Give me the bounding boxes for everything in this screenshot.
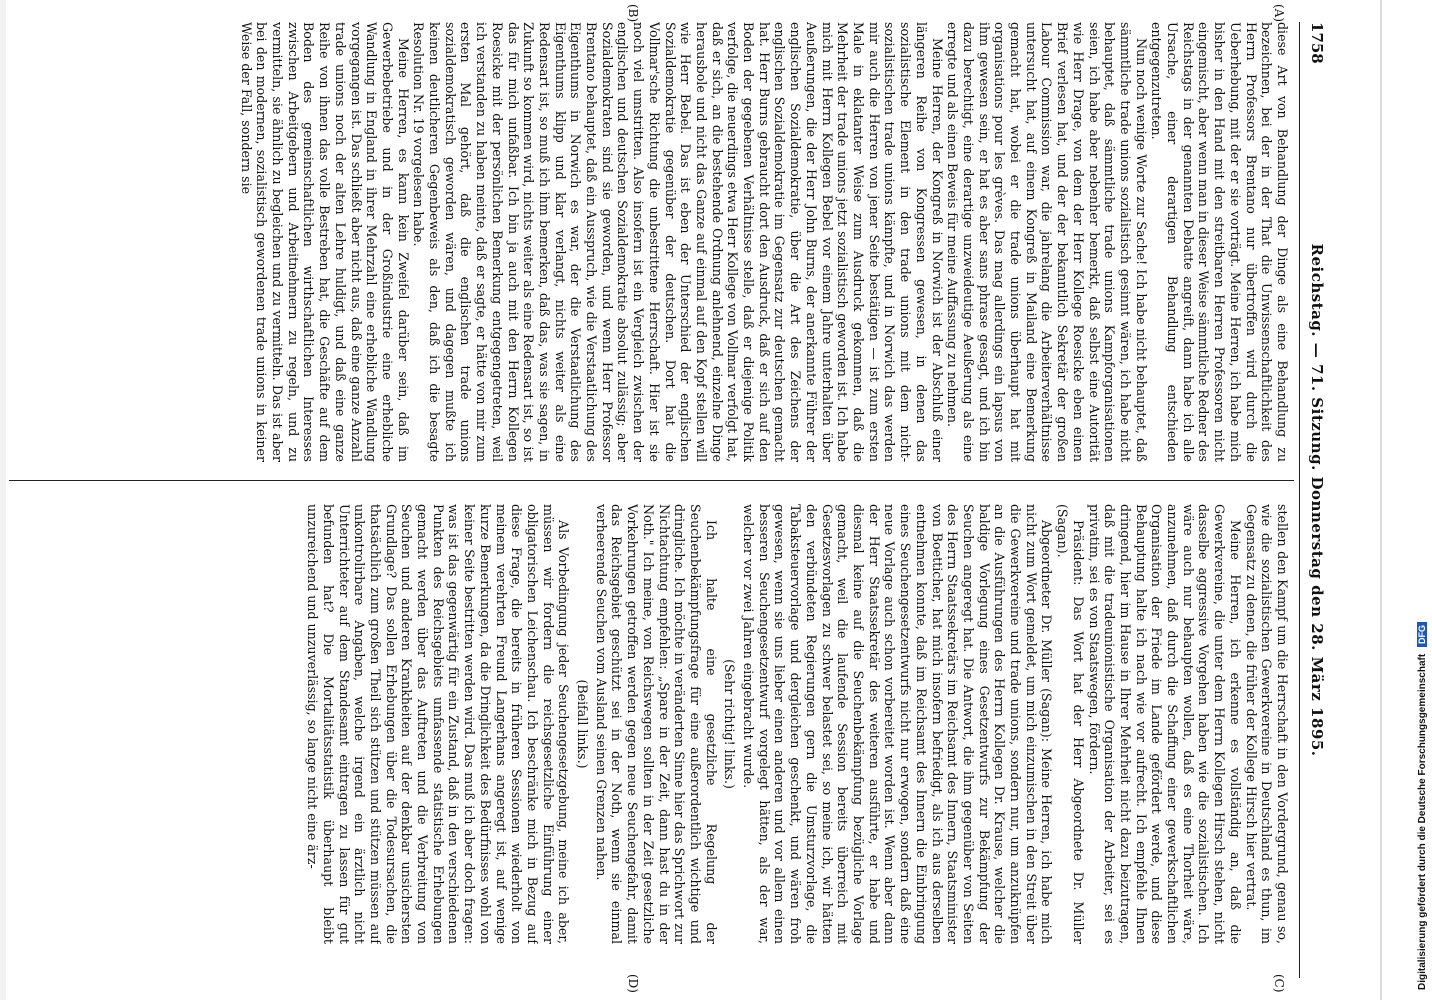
margin-marker-a: (A)	[1272, 4, 1286, 23]
header-rule	[1299, 22, 1300, 978]
margin-marker-d: (D)	[626, 974, 640, 993]
digitization-text-wrap	[1417, 622, 1428, 990]
paragraph: stellen den Kampf um die Herrschaft in den Vordergrund, genau so, wie die sozialistischen Gewerkvereine in Deutschland es thun, im Gegensatz zu denen, die früher der Kollege Hirsch hier vertrat.	[1243, 504, 1290, 944]
running-title: Reichstag. — 71. Sitzung. Donnerstag den 28. März 1895.	[1308, 243, 1326, 757]
digitization-text: Digitalisierung gefördert durch die Deutsche Forschungsgemeinschaft	[1417, 653, 1428, 990]
dfg-logo: DFG	[1417, 622, 1427, 647]
page-number: 1758	[1308, 22, 1326, 64]
interjection: (Sehr richtig! links.)	[722, 659, 738, 789]
paragraph: Als Vorbedingung jeder Seuchengesetzgebung, meine ich aber, müssen wir fordern die reichsgesetzliche Einführung einer obligatorischen Leichenschau. Ich beschränke mich in Bezug auf diese Frage, die bereits in früheren Sessionen wiederholt von meinem verehrten Freund Langerhans angeregt ist, auf wenige kurze Bemerkungen, da die Dringlichkeit des Bedürfnisses wohl von keiner Seite bestritten werden wird. Das muß ich aber doch fragen: was ist das gegenwärtig für ein Zustand, daß in den verschiedenen Punkten des Reichsgebiets umfassende statistische Erhebungen gemacht werden über das Auftreten und die Verbreitung von Seuchen und anderen Krankheiten auf der denkbar unsichersten Grundlage? Das sollen Erhebungen über die Todesursachen, die thatsächlich zum großen Theil sich stützen und stützen müssen auf unkontrolirbare Angaben, welche irgend ein ärztlich nicht Unterrichteter auf dem Standesamt eintragen zu lassen für gut befunden hat? Die Mortalitätsstatistik überhaupt bleibt unzureichend und unzuverlässig, so lange nicht eine ärz-	[305, 504, 572, 944]
paragraph: Meine Herren, es kann kein Zweifel darüber sein, daß im Gewerbebetriebe und in der Großindustrie eine erhebliche Wandlung in England in ihrer Mehrzahl eine erhebliche Wandlung vorgegangen ist. Das schließt aber nicht aus, daß eine ganze Anzahl trade unions noch der alten Lehre huldigt, und daß eine ganze Reihe von ihnen das volle Bestreben hat, die Geschäfte auf dem Boden des gemeinschaftlichen wirthschaftlichen Interesses zwischen Arbeitgebern und Arbeitnehmern zu regeln, und zu vermitteln, sie ähnlich zu begleichen und zu vermitteln. Das ist aber bei den modernen, sozialistisch gewordenen trade unions in keiner Weise der Fall, sondern sie	[238, 22, 411, 462]
speaker-intro: Präsident: Das Wort hat der Herr Abgeordnete Dr. Müller (Sagan).	[1055, 504, 1086, 944]
paragraph: diese Art von Behandlung der Dinge als eine Behandlung zu bezeichnen, bei der in der That die Unwissenschaftlichkeit des Herrn Professors Brentano nur übertroffen wird durch die Ueberhebung, mit der er sie vorträgt. Meine Herren, ich habe mich bisher in den Hand mit den streitbaren Herren Professoren nicht eingemischt, aber wenn man in dieser Weise sämmtliche Redner des Reichstags in der genannten Debatte angreift, dann habe ich alle Ursache, einer derartigen Behandlung entschieden entgegenzutreten.	[1149, 22, 1290, 462]
paragraph: Meine Herren, ich erkenne es vollständig an, daß die Gewerkvereine, die unter dem Herrn Kollegen Hirsch stehen, nicht dasselbe aggressive Vorgehen haben wie die sozialistischen. Ich wäre auch nur behaupten wollen, daß es eine Thorheit wäre, anzunehmen, daß durch die Schaffung einer gewerkschaftlichen Organisation der Friede im Lande gefördert werde, und diese Behauptung halte ich nach wie vor aufrecht. Ich empfehle Ihnen dringend, hier im Hause in Ihrer Mehrheit nicht dazu beizutragen, daß mit die tradeunionistische Organisation der Arbeiter, sei es privatim, sei es von Staatswegen, fördern.	[1086, 504, 1243, 944]
interjection: (Beifall links.)	[575, 679, 591, 769]
margin-marker-b: (B)	[626, 4, 640, 23]
digitization-note	[1387, 0, 1432, 1000]
scan-edge-right	[1380, 0, 1382, 1000]
paragraph: Ich halte eine gesetzliche Regelung der Seuchenbekämpfungsfrage für eine außerordentlich wichtige und dringliche. Ich möchte in veränderten Sinne hier das Sprichwort zur Nichtachtung empfehlen: „Spare in der Zeit, dann hast du in der Noth." Ich meine, von Reichswegen sollten in der Zeit gesetzliche Vorkehrungen getroffen werden gegen neue Seuchengefahr, damit das Reichsgebiet geschützt sei in der Noth, wenn sie einmal verheerende Seuchen vom Ausland seinen Grenzen nahen.	[593, 504, 719, 944]
paragraph: Abgeordneter Dr. Müller (Sagan): Meine Herren, ich habe mich nicht zum Wort gemeldet, um mich einzumischen in den Streit über die Gewerkvereine und trade unions, sondern nur, um anzuknüpfen an die Ausführungen des Herrn Kollegen Dr. Krause, welcher die baldige Vorlegung eines Gesetzentwurfs zur Bekämpfung der Seuchen angeregt hat. Die Antwort, die ihm gegenüber von Seiten des Herrn Staatssekretärs im Reichsamt des Innern, Staatsminister von Boetticher, hat mich insofern befriedigt, als ich aus derselben entnehmen konnte, daß im Reichsamt des Innern die Einbringung eines Seuchengesetzentwurfs nicht nur erwogen, sondern daß eine neue Vorlage auch schon vorbereitet worden ist. Wenn aber dann der Herr Staatssekretär des weiteren ausführte, er habe und diesmal keine auf die Seuchenbekämpfung bezügliche Vorlage gemacht, weil die laufende Session bereits überreich mit Gesetzesvorlagen zu schwer belastet sei, so meine ich, wir hätten den verbündeten Regierungen gern die Umsturzvorlage, die Tabaksteuervorlage und dergleichen geschenkt, und wären froh gewesen, wenn sie uns lieber einen anderen und vor allem einen besseren Seuchengesetzentwurf vorgelegt hätten, als der war, welcher vor zwei Jahren eingebracht wurde.	[741, 504, 1055, 944]
paragraph: Meine Herren, der Kongreß in Norwich ist der Abschluß einer längeren Reihe von Kongressen gewesen, in denen das sozialistische Element in den trade unions mit dem nicht-sozialistischen trade unions kämpfte, und in Norwich das werden mir auch die Herren von jener Seite bestätigen — ist zum ersten Male in eklatanter Weise zum Ausdruck gekommen, daß die Mehrheit der trade unions jetzt sozialistisch geworden ist. Ich habe mich mit Herrn Kollegen Bebel vor einem Jahre unterhalten über Aeußerungen, die der Herr John Burns, der anerkannte Führer der englischen Sozialdemokratie, über die Art des Zeichens der englischen Sozialdemokratie im Gegensatz zur deutschen gemacht hat. Herr Burns gebraucht dort den Ausdruck, daß er sich auf den Boden der gegebenen Verhältnisse stelle, daß er diejenige Politik verfolge, die neuerdings etwa Herr Kollege von Vollmar verfolgt hat, daß er sich, an die bestehende Ordnung anlehnend, einzelne Dinge herausbole und nicht das Ganze auf einmal auf den Kopf stellen will wie Herr Bebel. Das ist eben der Unterschied der englischen Sozialdemokratie gegenüber der deutschen. Dort hat die Vollmar'sche Richtung die unbestrittene Herrschaft. Hier ist sie noch viel umstritten. Also insofern ist ein Vergleich zwischen der englischen und deutschen Sozialdemokratie absolut zulässig; aber Sozialdemokraten sind sie geworden, und wenn Herr Professor Brentano behauptet, daß ein Ausspruch, wie die Verstaatlichung des Eigenthums in Norwich es war, der die Verstaatlichung des Eigenthums klipp und klar verlangt, nichts weiter als eine Redensart ist, so muß ich ihm bemerken, daß das, was sie sagen, in Zukunft so kommen wird, nichts weiter als eine Redensart ist, so ist das für mich unfaßbar. Ich bin ja auch mit den Herrn Kollegen Roesicke mit der persönlichen Bemerkung entgegengetreten, weil ich verstanden zu haben meinte, daß er sagte, er hätte von mir zum ersten Mal gehört, daß die englischen trade unions sozialdemokratisch geworden wären, und dagegen mußte ich keinen deutlicheren Gegenbeweis als den, daß ich die besagte Resolution Nr. 19 vorgelesen habe.	[411, 22, 945, 462]
left-column	[15, 22, 1290, 462]
paragraph: Nun noch wenige Worte zur Sache! Ich habe nicht behauptet, daß sämmtliche trade unions sozialistisch gesinnt wären, ich habe nicht behauptet, daß sämmtliche trade unions Kampforganisationen seien, ich habe aber nebenher bemerkt, daß selbst eine Autorität wie Herr Drage, von dem der Herr Kollege Roesicke eben einen Brief verlesen hat, und der der bekanntlich Sekretär der großen Labour Commission war, die jahrelang die Arbeiterverhältnisse untersucht hat, auf einem Kongreß in Mailand eine Bemerkung gemacht hat, wobei er die trade unions überhaupt hat mit organisations pour les grèves. Das mag allerdings ein lapsus von ihm gewesen sein, er hat es aber sans phrase gesagt, und ich bin dazu berechtigt, eine derartige unzweideutige Aeußerung als eine erregte und als einen Beweis für meine Auffassung zu nehmen.	[945, 22, 1149, 462]
column-divider	[9, 480, 1294, 481]
page-header	[1302, 22, 1328, 978]
right-column	[15, 504, 1290, 944]
margin-marker-c: (C)	[1272, 974, 1286, 993]
